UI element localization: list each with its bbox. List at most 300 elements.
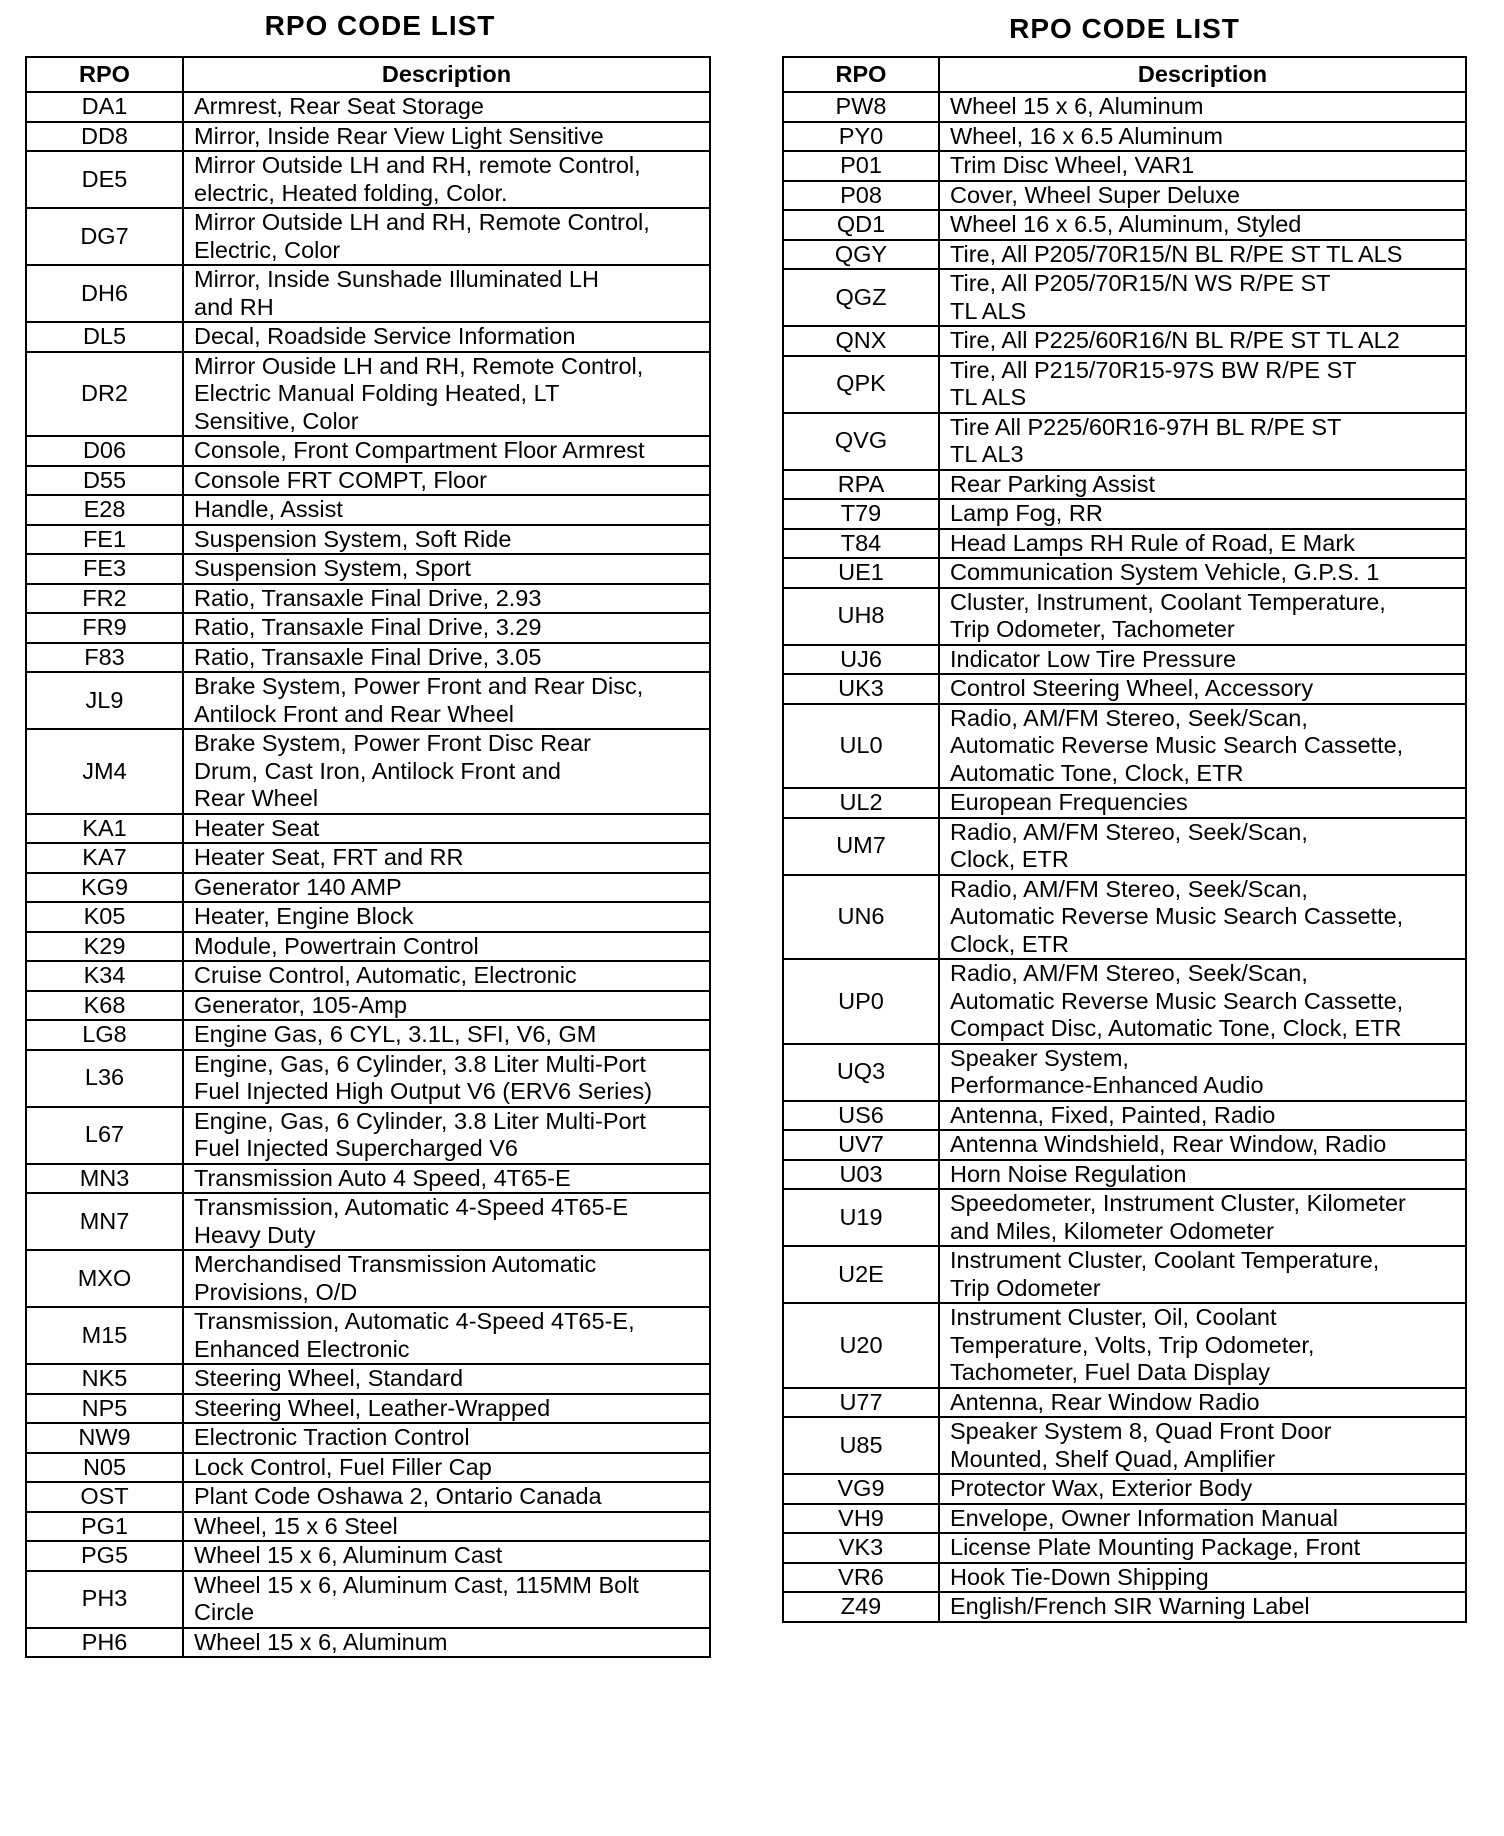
rpo-code-cell: QGY <box>783 240 939 270</box>
table-row <box>26 961 710 991</box>
description-line: Heater, Engine Block <box>194 903 414 929</box>
description-line: Antenna, Rear Window Radio <box>950 1388 1260 1415</box>
table-row <box>26 613 710 643</box>
rpo-code-cell: VH9 <box>783 1504 939 1534</box>
description-line: Compact Disc, Automatic Tone, Clock, ETR <box>950 1015 1402 1041</box>
description-line: Head Lamps RH Rule of Road, E Mark <box>950 529 1355 556</box>
table-row <box>26 1482 710 1512</box>
table-row <box>783 92 1466 122</box>
description-line: Horn Noise Regulation <box>950 1160 1187 1187</box>
rpo-code-cell: PW8 <box>783 92 939 122</box>
table-row <box>783 1044 1466 1101</box>
rpo-code-cell: U03 <box>783 1160 939 1190</box>
description-line: Trip Odometer <box>950 1274 1101 1301</box>
table-row <box>26 1512 710 1542</box>
description-cell <box>939 1101 1466 1131</box>
rpo-code-cell: JL9 <box>26 672 183 729</box>
description-line: Instrument Cluster, Oil, Coolant <box>950 1304 1277 1330</box>
table-row <box>26 495 710 525</box>
description-cell <box>939 1504 1466 1534</box>
description-line: Enhanced Electronic <box>194 1335 410 1362</box>
rpo-code-cell: DG7 <box>26 208 183 265</box>
rpo-code-cell: VR6 <box>783 1563 939 1593</box>
description-cell <box>939 1303 1466 1388</box>
description-line: Antilock Front and Rear Wheel <box>194 700 515 727</box>
description-cell <box>939 92 1466 122</box>
rpo-code-table-right <box>782 56 1467 1623</box>
left-table-title: RPO CODE LIST <box>264 10 496 41</box>
description-cell <box>939 529 1466 559</box>
description-cell <box>183 991 710 1021</box>
description-cell <box>183 1364 710 1394</box>
description-line: and RH <box>194 293 274 320</box>
description-line: Cruise Control, Automatic, Electronic <box>194 962 577 988</box>
description-line: Ratio, Transaxle Final Drive, 3.29 <box>194 614 542 640</box>
table-row <box>26 1394 710 1424</box>
description-line: Speaker System, <box>950 1044 1129 1071</box>
description-cell <box>183 122 710 152</box>
rpo-code-cell: U19 <box>783 1189 939 1246</box>
description-cell <box>939 210 1466 240</box>
description-cell <box>183 1628 710 1658</box>
description-line: Handle, Assist <box>194 496 343 522</box>
table-row <box>783 1474 1466 1504</box>
description-cell <box>939 1533 1466 1563</box>
description-line: Ratio, Transaxle Final Drive, 2.93 <box>194 584 542 611</box>
table-row <box>783 1417 1466 1474</box>
description-cell <box>183 495 710 525</box>
table-row <box>783 558 1466 588</box>
rpo-code-cell: K29 <box>26 932 183 962</box>
table-row <box>26 1307 710 1364</box>
rpo-code-cell: DR2 <box>26 352 183 437</box>
table-row <box>783 818 1466 875</box>
description-line: Envelope, Owner Information Manual <box>950 1504 1338 1531</box>
description-line: Hook Tie-Down Shipping <box>950 1563 1209 1590</box>
description-line: Radio, AM/FM Stereo, Seek/Scan, <box>950 704 1308 731</box>
description-cell <box>183 613 710 643</box>
description-cell <box>939 1388 1466 1418</box>
description-cell <box>183 729 710 814</box>
table-row <box>783 210 1466 240</box>
description-cell <box>939 326 1466 356</box>
description-cell <box>183 436 710 466</box>
description-line: Wheel 16 x 6.5, Aluminum, Styled <box>950 211 1302 237</box>
table-row <box>26 1453 710 1483</box>
table-row <box>783 645 1466 675</box>
description-line: Automatic Reverse Music Search Cassette, <box>950 903 1404 929</box>
description-line: Wheel, 15 x 6 Steel <box>194 1512 398 1539</box>
description-line: Mounted, Shelf Quad, Amplifier <box>950 1445 1276 1472</box>
description-cell <box>183 1193 710 1250</box>
table-row <box>783 413 1466 470</box>
description-line: Lock Control, Fuel Filler Cap <box>194 1453 492 1480</box>
rpo-code-cell: K34 <box>26 961 183 991</box>
rpo-code-cell: UJ6 <box>783 645 939 675</box>
description-line: and Miles, Kilometer Odometer <box>950 1217 1274 1244</box>
rpo-code-cell: PY0 <box>783 122 939 152</box>
description-line: Trim Disc Wheel, VAR1 <box>950 152 1195 178</box>
description-cell <box>183 643 710 673</box>
description-line: Tire, All P205/70R15/N BL R/PE ST TL ALS <box>950 240 1403 267</box>
description-cell <box>939 1160 1466 1190</box>
table-row <box>783 470 1466 500</box>
description-line: TL ALS <box>950 297 1027 324</box>
table-row <box>783 788 1466 818</box>
rpo-code-cell: DE5 <box>26 151 183 208</box>
rpo-code-cell: NW9 <box>26 1423 183 1453</box>
rpo-code-cell: KA1 <box>26 814 183 844</box>
description-cell <box>183 1453 710 1483</box>
description-cell <box>183 92 710 122</box>
rpo-code-cell: D06 <box>26 436 183 466</box>
rpo-code-cell: PH3 <box>26 1571 183 1628</box>
rpo-code-cell: OST <box>26 1482 183 1512</box>
rpo-code-cell: VG9 <box>783 1474 939 1504</box>
description-line: Engine, Gas, 6 Cylinder, 3.8 Liter Multi-Port <box>194 1050 646 1077</box>
description-line: Lamp Fog, RR <box>950 500 1103 526</box>
rpo-code-cell: KG9 <box>26 873 183 903</box>
table-row <box>26 1250 710 1307</box>
table-row <box>26 843 710 873</box>
table-row <box>26 902 710 932</box>
description-line: Wheel 15 x 6, Aluminum <box>194 1628 448 1655</box>
rpo-code-cell: DD8 <box>26 122 183 152</box>
table-row <box>26 92 710 122</box>
rpo-code-cell: DL5 <box>26 322 183 352</box>
description-cell <box>939 151 1466 181</box>
table-row <box>783 499 1466 529</box>
description-line: Circle <box>194 1599 255 1625</box>
description-line: Mirror Outside LH and RH, Remote Control, <box>194 209 650 235</box>
rpo-code-cell: UE1 <box>783 558 939 588</box>
table-row <box>783 529 1466 559</box>
description-line: Module, Powertrain Control <box>194 932 479 959</box>
rpo-code-cell: MXO <box>26 1250 183 1307</box>
description-cell <box>939 588 1466 645</box>
table-row <box>783 181 1466 211</box>
description-cell <box>939 1592 1466 1622</box>
description-cell <box>183 814 710 844</box>
description-line: Mirror, Inside Rear View Light Sensitive <box>194 122 604 149</box>
rpo-code-cell: P01 <box>783 151 939 181</box>
description-line: Fuel Injected Supercharged V6 <box>194 1135 518 1161</box>
rpo-code-cell: DA1 <box>26 92 183 122</box>
rpo-code-cell: T79 <box>783 499 939 529</box>
rpo-code-cell: UL2 <box>783 788 939 818</box>
table-row <box>26 208 710 265</box>
left-table-body <box>26 92 710 1657</box>
description-line: Electronic Traction Control <box>194 1424 470 1450</box>
table-row <box>26 991 710 1021</box>
description-line: Console FRT COMPT, Floor <box>194 466 487 493</box>
table-row <box>26 1571 710 1628</box>
description-line: Wheel 15 x 6, Aluminum Cast, 115MM Bolt <box>194 1571 639 1598</box>
rpo-code-cell: K05 <box>26 902 183 932</box>
description-line: Mirror Ouside LH and RH, Remote Control, <box>194 352 644 379</box>
rpo-column-header: RPO <box>26 57 183 92</box>
rpo-code-cell: QGZ <box>783 269 939 326</box>
description-line: Tire, All P225/60R16/N BL R/PE ST TL AL2 <box>950 327 1400 353</box>
description-line: Transmission, Automatic 4-Speed 4T65-E, <box>194 1308 635 1334</box>
description-line: Decal, Roadside Service Information <box>194 323 576 349</box>
description-line: TL ALS <box>950 384 1027 410</box>
description-cell <box>939 674 1466 704</box>
description-cell <box>183 1164 710 1194</box>
rpo-code-cell: DH6 <box>26 265 183 322</box>
table-row <box>26 554 710 584</box>
description-line: Radio, AM/FM Stereo, Seek/Scan, <box>950 818 1308 845</box>
description-cell <box>939 269 1466 326</box>
description-cell <box>183 672 710 729</box>
description-line: Temperature, Volts, Trip Odometer, <box>950 1331 1315 1358</box>
description-cell <box>939 413 1466 470</box>
description-cell <box>183 1512 710 1542</box>
rpo-code-cell: U20 <box>783 1303 939 1388</box>
description-line: Mirror Outside LH and RH, remote Control, <box>194 152 641 178</box>
table-row <box>26 1193 710 1250</box>
description-line: Heavy Duty <box>194 1221 316 1248</box>
rpo-code-cell: US6 <box>783 1101 939 1131</box>
description-line: Radio, AM/FM Stereo, Seek/Scan, <box>950 960 1308 986</box>
rpo-code-cell: NP5 <box>26 1394 183 1424</box>
description-cell <box>939 1189 1466 1246</box>
table-row <box>783 1160 1466 1190</box>
table-row <box>26 265 710 322</box>
description-cell <box>939 1474 1466 1504</box>
description-line: Steering Wheel, Standard <box>194 1365 464 1391</box>
description-cell <box>183 322 710 352</box>
description-line: Instrument Cluster, Coolant Temperature, <box>950 1247 1380 1273</box>
description-line: Engine Gas, 6 CYL, 3.1L, SFI, V6, GM <box>194 1021 597 1047</box>
table-row <box>783 1533 1466 1563</box>
table-row <box>783 1130 1466 1160</box>
table-row <box>783 674 1466 704</box>
rpo-code-cell: UK3 <box>783 674 939 704</box>
table-row <box>783 875 1466 960</box>
description-line: Fuel Injected High Output V6 (ERV6 Series) <box>194 1078 653 1104</box>
rpo-code-cell: Z49 <box>783 1592 939 1622</box>
description-cell <box>939 818 1466 875</box>
table-row <box>783 1563 1466 1593</box>
description-cell <box>939 470 1466 500</box>
description-cell <box>183 1020 710 1050</box>
table-row <box>26 584 710 614</box>
table-row <box>26 814 710 844</box>
table-row <box>783 1246 1466 1303</box>
table-row <box>783 356 1466 413</box>
description-cell <box>939 704 1466 789</box>
table-row <box>26 1020 710 1050</box>
table-row <box>783 1592 1466 1622</box>
description-line: Indicator Low Tire Pressure <box>950 645 1237 672</box>
rpo-code-cell: U85 <box>783 1417 939 1474</box>
table-row <box>783 269 1466 326</box>
rpo-code-cell: U2E <box>783 1246 939 1303</box>
rpo-code-cell: QPK <box>783 356 939 413</box>
rpo-code-cell: QD1 <box>783 210 939 240</box>
description-line: Rear Wheel <box>194 785 319 811</box>
description-line: Console, Front Compartment Floor Armrest <box>194 437 645 463</box>
description-line: Tachometer, Fuel Data Display <box>950 1359 1271 1385</box>
description-cell <box>183 1541 710 1571</box>
rpo-code-cell: PG1 <box>26 1512 183 1542</box>
table-row <box>783 151 1466 181</box>
description-cell <box>183 932 710 962</box>
description-cell <box>939 875 1466 960</box>
description-line: Heater Seat <box>194 814 320 841</box>
description-line: Tire, All P215/70R15-97S BW R/PE ST <box>950 356 1357 383</box>
table-row <box>26 729 710 814</box>
rpo-code-cell: E28 <box>26 495 183 525</box>
description-line: Automatic Reverse Music Search Cassette, <box>950 732 1404 758</box>
description-cell <box>183 352 710 437</box>
description-line: Steering Wheel, Leather-Wrapped <box>194 1394 551 1421</box>
description-line: Tire All P225/60R16-97H BL R/PE ST <box>950 413 1342 440</box>
description-line: Cluster, Instrument, Coolant Temperature, <box>950 588 1386 615</box>
rpo-code-cell: P08 <box>783 181 939 211</box>
description-line: Wheel 15 x 6, Aluminum <box>950 93 1204 119</box>
table-row <box>783 240 1466 270</box>
table-row <box>783 1388 1466 1418</box>
table-row <box>26 466 710 496</box>
description-line: Engine, Gas, 6 Cylinder, 3.8 Liter Multi-Port <box>194 1107 646 1134</box>
description-cell <box>183 1307 710 1364</box>
table-row <box>26 322 710 352</box>
description-cell <box>183 1482 710 1512</box>
table-row <box>26 1364 710 1394</box>
rpo-code-cell: LG8 <box>26 1020 183 1050</box>
rpo-code-cell: N05 <box>26 1453 183 1483</box>
rpo-code-cell: U77 <box>783 1388 939 1418</box>
description-cell <box>183 902 710 932</box>
description-cell <box>939 1417 1466 1474</box>
description-cell <box>183 208 710 265</box>
description-cell <box>939 788 1466 818</box>
table-row <box>26 436 710 466</box>
rpo-code-cell: D55 <box>26 466 183 496</box>
table-row <box>26 1164 710 1194</box>
description-line: electric, Heated folding, Color. <box>194 179 508 206</box>
rpo-code-cell: MN7 <box>26 1193 183 1250</box>
description-line: Protector Wax, Exterior Body <box>950 1475 1253 1501</box>
description-cell <box>939 1130 1466 1160</box>
table-row <box>783 1101 1466 1131</box>
rpo-code-cell: RPA <box>783 470 939 500</box>
description-line: Brake System, Power Front and Rear Disc, <box>194 673 644 699</box>
description-column-header: Description <box>939 57 1466 92</box>
description-line: Radio, AM/FM Stereo, Seek/Scan, <box>950 875 1308 902</box>
description-line: Transmission Auto 4 Speed, 4T65-E <box>194 1164 571 1191</box>
table-row <box>783 1189 1466 1246</box>
table-row <box>26 672 710 729</box>
rpo-code-cell: UL0 <box>783 704 939 789</box>
rpo-code-cell: PH6 <box>26 1628 183 1658</box>
rpo-code-cell: UM7 <box>783 818 939 875</box>
rpo-code-cell: JM4 <box>26 729 183 814</box>
description-cell <box>183 525 710 555</box>
description-line: Brake System, Power Front Disc Rear <box>194 730 591 756</box>
table-row <box>783 326 1466 356</box>
table-row <box>26 643 710 673</box>
description-line: Mirror, Inside Sunshade Illuminated LH <box>194 266 599 292</box>
rpo-code-cell: VK3 <box>783 1533 939 1563</box>
table-row <box>26 932 710 962</box>
table-row <box>783 1303 1466 1388</box>
description-line: TL AL3 <box>950 441 1024 467</box>
table-row <box>26 1107 710 1164</box>
description-cell <box>183 1394 710 1424</box>
description-line: Heater Seat, FRT and RR <box>194 844 464 870</box>
description-line: Antenna, Fixed, Painted, Radio <box>950 1101 1276 1128</box>
description-cell <box>183 554 710 584</box>
rpo-code-cell: QNX <box>783 326 939 356</box>
description-line: License Plate Mounting Package, Front <box>950 1534 1361 1560</box>
rpo-code-cell: NK5 <box>26 1364 183 1394</box>
description-line: Electric Manual Folding Heated, LT <box>194 380 560 406</box>
table-row <box>26 151 710 208</box>
table-row <box>26 1628 710 1658</box>
table-row <box>26 525 710 555</box>
rpo-code-cell: T84 <box>783 529 939 559</box>
description-line: Rear Parking Assist <box>950 470 1156 497</box>
description-cell <box>939 1563 1466 1593</box>
table-row <box>783 704 1466 789</box>
description-line: English/French SIR Warning Label <box>950 1593 1310 1619</box>
rpo-code-cell: PG5 <box>26 1541 183 1571</box>
table-row <box>26 352 710 437</box>
description-line: European Frequencies <box>950 789 1188 815</box>
description-line: Suspension System, Soft Ride <box>194 525 512 552</box>
description-cell <box>939 356 1466 413</box>
description-cell <box>939 645 1466 675</box>
description-line: Drum, Cast Iron, Antilock Front and <box>194 757 562 784</box>
right-table-title: RPO CODE LIST <box>1009 13 1240 44</box>
description-line: Wheel 15 x 6, Aluminum Cast <box>194 1542 503 1568</box>
description-line: Generator, 105-Amp <box>194 991 407 1018</box>
table-header-row <box>26 57 710 92</box>
rpo-code-cell: FE1 <box>26 525 183 555</box>
table-row <box>783 122 1466 152</box>
description-line: Generator 140 AMP <box>194 873 402 900</box>
description-cell <box>183 873 710 903</box>
rpo-code-table-left <box>25 56 711 1658</box>
description-line: Sensitive, Color <box>194 407 359 434</box>
description-line: Wheel, 16 x 6.5 Aluminum <box>950 122 1223 149</box>
description-line: Communication System Vehicle, G.P.S. 1 <box>950 559 1380 585</box>
rpo-code-cell: L67 <box>26 1107 183 1164</box>
description-cell <box>183 466 710 496</box>
description-cell <box>939 499 1466 529</box>
description-cell <box>939 122 1466 152</box>
description-cell <box>939 181 1466 211</box>
description-line: Cover, Wheel Super Deluxe <box>950 181 1240 208</box>
description-line: Transmission, Automatic 4-Speed 4T65-E <box>194 1194 629 1220</box>
description-cell <box>939 1246 1466 1303</box>
description-cell <box>183 584 710 614</box>
description-line: Speaker System 8, Quad Front Door <box>950 1418 1332 1444</box>
rpo-code-cell: L36 <box>26 1050 183 1107</box>
description-line: Ratio, Transaxle Final Drive, 3.05 <box>194 643 542 670</box>
description-line: Suspension System, Sport <box>194 555 471 581</box>
description-line: Provisions, O/D <box>194 1278 358 1305</box>
rpo-code-cell: MN3 <box>26 1164 183 1194</box>
table-row <box>26 1541 710 1571</box>
description-line: Control Steering Wheel, Accessory <box>950 675 1314 701</box>
description-line: Clock, ETR <box>950 846 1069 872</box>
rpo-code-cell: UN6 <box>783 875 939 960</box>
description-cell <box>939 558 1466 588</box>
